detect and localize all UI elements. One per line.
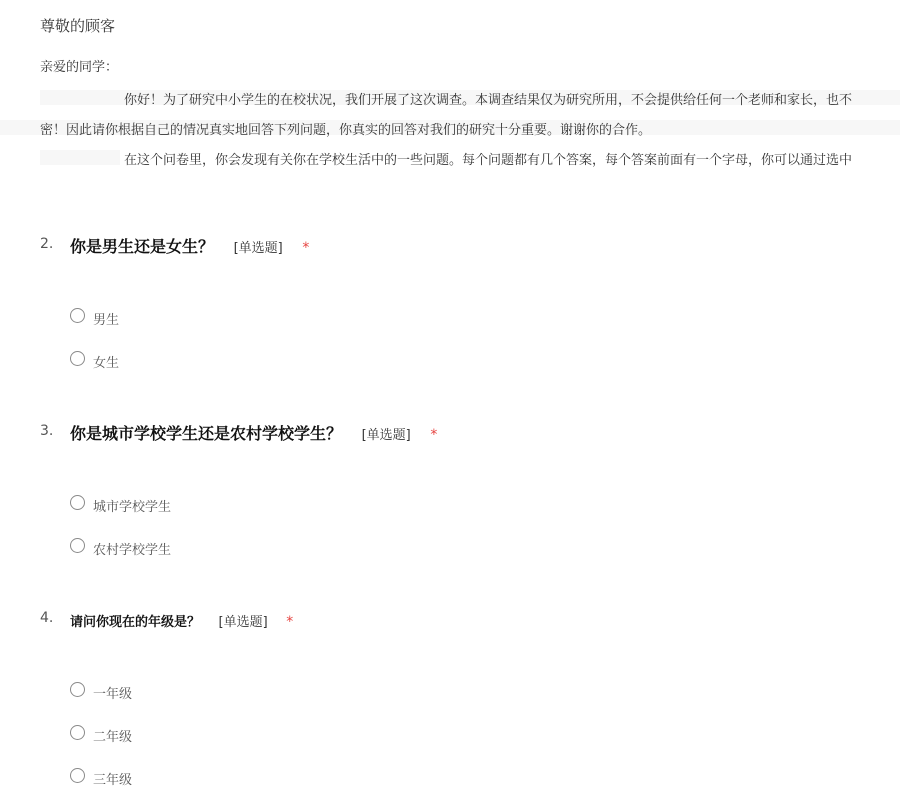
option-label[interactable]: 男生 [93,313,120,328]
option-label[interactable]: 女生 [93,356,120,371]
radio-circle-icon[interactable] [70,682,85,697]
option-label[interactable]: 三年级 [93,773,133,788]
option-label[interactable]: 二年级 [93,730,133,745]
radio-circle-icon[interactable] [70,538,85,553]
question-header [40,234,900,258]
radio-circle-icon[interactable] [70,768,85,783]
intro-text-3: 在这个问卷里，你会发现有关你在学校生活中的一些问题。每个问题都有几个答案，每个答案前面有一个字母，你可以通过选中 [124,153,853,168]
radio-circle-icon[interactable] [70,495,85,510]
intro-line-2 [0,116,900,146]
required-mark: * [286,614,294,630]
intro-paragraph [0,86,900,176]
greeting-title: 尊敬的顾客 [40,17,116,35]
required-mark: * [430,427,438,443]
question-grade [40,608,900,800]
radio-circle-icon[interactable] [70,725,85,740]
question-header [40,421,900,445]
radio-circle-icon[interactable] [70,308,85,323]
question-number: 4. [40,610,54,626]
question-title [70,234,309,257]
question-title [70,611,293,630]
option-label[interactable]: 一年级 [93,687,133,702]
intro-text-2: 密！因此请你根据自己的情况真实地回答下列问题，你真实的回答对我们的研究十分重要。谢谢你的合作。 [40,123,652,138]
option-label[interactable]: 城市学校学生 [93,500,172,515]
question-title-text: 你是男生还是女生？ [70,237,215,256]
question-header [40,608,900,632]
question-type-label: [单选题] [233,241,283,256]
salutation-text: 亲爱的同学： [40,60,119,75]
intro-line-1 [0,86,900,116]
question-number: 3. [40,423,54,439]
question-school-type [40,421,900,561]
option-label[interactable]: 农村学校学生 [93,543,172,558]
intro-text-1: 你好！为了研究中小学生的在校状况，我们开展了这次调查。本调查结果仅为研究所用，不会提供给任何一个老师和家长，也不 [124,93,853,108]
question-type-label: [单选题] [218,615,268,630]
question-type-label: [单选题] [361,428,411,443]
question-title-text: 请问你现在的年级是？ [70,615,201,630]
intro-highlight [40,150,120,165]
intro-line-3 [0,146,900,176]
radio-circle-icon[interactable] [70,351,85,366]
required-mark: * [302,240,310,256]
question-gender [40,234,900,374]
question-title [70,421,437,444]
question-title-text: 你是城市学校学生还是农村学校学生？ [70,424,343,443]
question-number: 2. [40,236,54,252]
